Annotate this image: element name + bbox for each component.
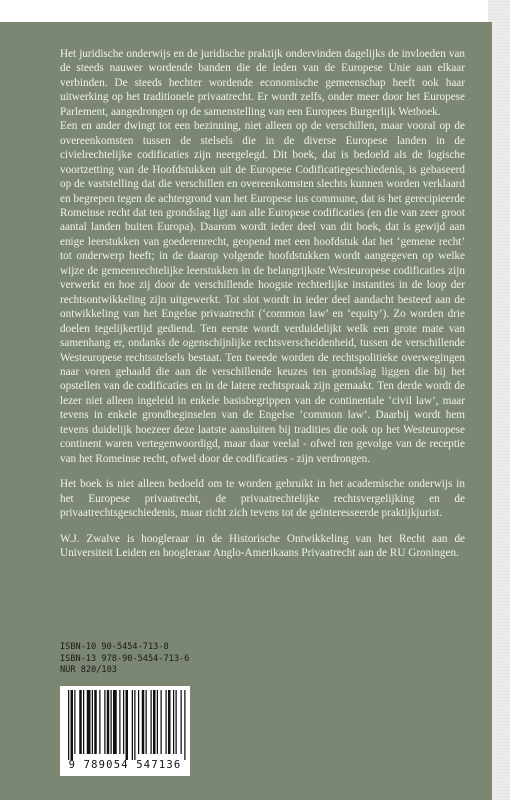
blurb-paragraph-1: Het juridische onderwijs en de juridische praktijk ondervinden dagelijks de invloeden van de steeds nauwer wordende banden die de leden van de Europese Unie aan elkaar verbinden. De steeds hechter wordende economische gemeenschap heeft ook haar uitwerking op het traditionele privaatrecht. Er wordt zelfs, onder meer door het Europese Parlement, aangedrongen op de samenstelling van een Europees Burgerlijk Wetboek.	[60, 48, 465, 118]
barcode-bar	[168, 690, 171, 754]
barcode-bar	[94, 690, 97, 754]
isbn-block	[60, 642, 189, 677]
barcode-bar	[184, 690, 185, 760]
barcode-bar	[79, 690, 82, 754]
barcode-bar	[138, 690, 139, 754]
barcode-bar	[113, 690, 117, 754]
barcode-bar	[123, 690, 124, 754]
isbn-10: ISBN-10 90-5454-713-8	[60, 642, 169, 652]
barcode-bar	[146, 690, 147, 754]
barcode-digits: 9 789054 547136	[68, 759, 182, 771]
barcode-bar	[71, 690, 74, 760]
barcode-bar	[151, 690, 152, 754]
barcode-bar	[142, 690, 145, 754]
barcode-bar	[111, 690, 112, 754]
barcode-bar	[166, 690, 167, 754]
barcode-bar	[132, 690, 133, 760]
barcode-bar	[126, 690, 129, 760]
barcode-bar	[99, 690, 100, 754]
barcode	[60, 686, 190, 776]
barcode-bar	[134, 690, 135, 760]
nur-code: NUR 820/103	[60, 665, 117, 675]
barcode-bar	[92, 690, 93, 754]
barcode-bar	[173, 690, 174, 754]
barcode-bar	[157, 690, 158, 754]
barcode-bars-icon	[60, 686, 190, 760]
barcode-bar	[68, 690, 69, 760]
blurb-text	[60, 47, 465, 571]
barcode-bar	[104, 690, 105, 754]
blurb-paragraph-2: Een en ander dwingt tot een bezinning, niet alleen op de verschillen, maar vooral op de overeenkomsten tussen de stelsels die in de diverse Europese landen in de civielrechtelijke codificaties zijn neergelegd. Dit boek, dat is bedoeld als de logische voortzetting van de Hoofdstukken uit de Europese Codificatiegeschiedenis, is gebaseerd op de vaststelling dat die verschillen en overeenkomsten slechts kunnen worden verklaard en begrepen tegen de achtergrond van het Europese ius commune, dat is het gerecipieerde Romeinse recht dat ten grondslag ligt aan alle Europese codificaties (en die van zeer groot aantal landen buiten Europa). Daarom wordt ieder deel van dit boek, dat is gewijd aan enige leerstukken van goederenrecht, geopend met een hoofdstuk dat het ‘gemene recht’ tot onderwerp heeft; in de daarop volgende hoofdstukken wordt aangegeven op welke wijze de gemeenrechtelijke leerstukken in de belangrijkste Westeuropese codificaties zijn verwerkt en hoe zij door de verschillende hoogste rechterlijke instanties in de loop der rechtsontwikkeling zijn uitgewerkt. Tot slot wordt in ieder deel aandacht besteed aan de ontwikkeling van het Engelse privaatrecht (‘common law’ en ‘equity’). Zo worden drie doelen tegelijkertijd gediend. Ten eerste wordt verduidelijkt welk een grote mate van samenhang er, ondanks de ogenschijnlijke rechtsverscheidenheid, tussen de verschillende Westeuropese rechtsstelsels bestaat. Ten tweede worden de rechtspolitieke overwegingen naar voren gehaald die aan de verschillende keuzes ten grondslag liggen die bij het opstellen van de codificaties en in de latere rechtspraak zijn gemaakt. Ten derde wordt de lezer niet alleen ingeleid in enkele basisbegrippen van de continentale ‘civil law’, maar tevens in enkele grondbeginselen van de Engelse ‘common law’. Daarbij wordt hem tevens duidelijk hoezeer deze laatste aansluiten bij tradities die ook op het Westeuropese continent waren vertegenwoordigd, maar daar veelal - ofwel ten gevolge van de receptie van het Romeinse recht, ofwel door de codificaties - zijn verdrongen.	[60, 120, 465, 465]
barcode-bar	[161, 690, 162, 754]
barcode-bar	[107, 690, 110, 754]
barcode-bar	[181, 690, 182, 754]
isbn-13: ISBN-13 978-90-5454-713-6	[60, 653, 190, 664]
author-note: W.J. Zwalve is hoogleraar in de Historische Ontwikkeling van het Recht aan de Universiteit Leiden en hoogleraar Anglo-Amerikaans Privaatrecht aan de RU Groningen.	[60, 532, 465, 559]
barcode-bar	[119, 690, 120, 754]
barcode-bar	[74, 690, 75, 754]
blurb-paragraph-3: Het boek is niet alleen bedoeld om te worden gebruikt in het academische onderwijs in het Europese privaatrecht, de privaatrechtelijke rechtsvergelijking en de privaatrechtsgeschiedenis, maar richt zich tevens tot de geïnteresseerde praktijkjurist.	[60, 478, 465, 520]
barcode-bar	[176, 690, 177, 754]
barcode-bar	[83, 690, 84, 754]
barcode-bar	[153, 690, 156, 754]
barcode-bar	[87, 690, 91, 754]
